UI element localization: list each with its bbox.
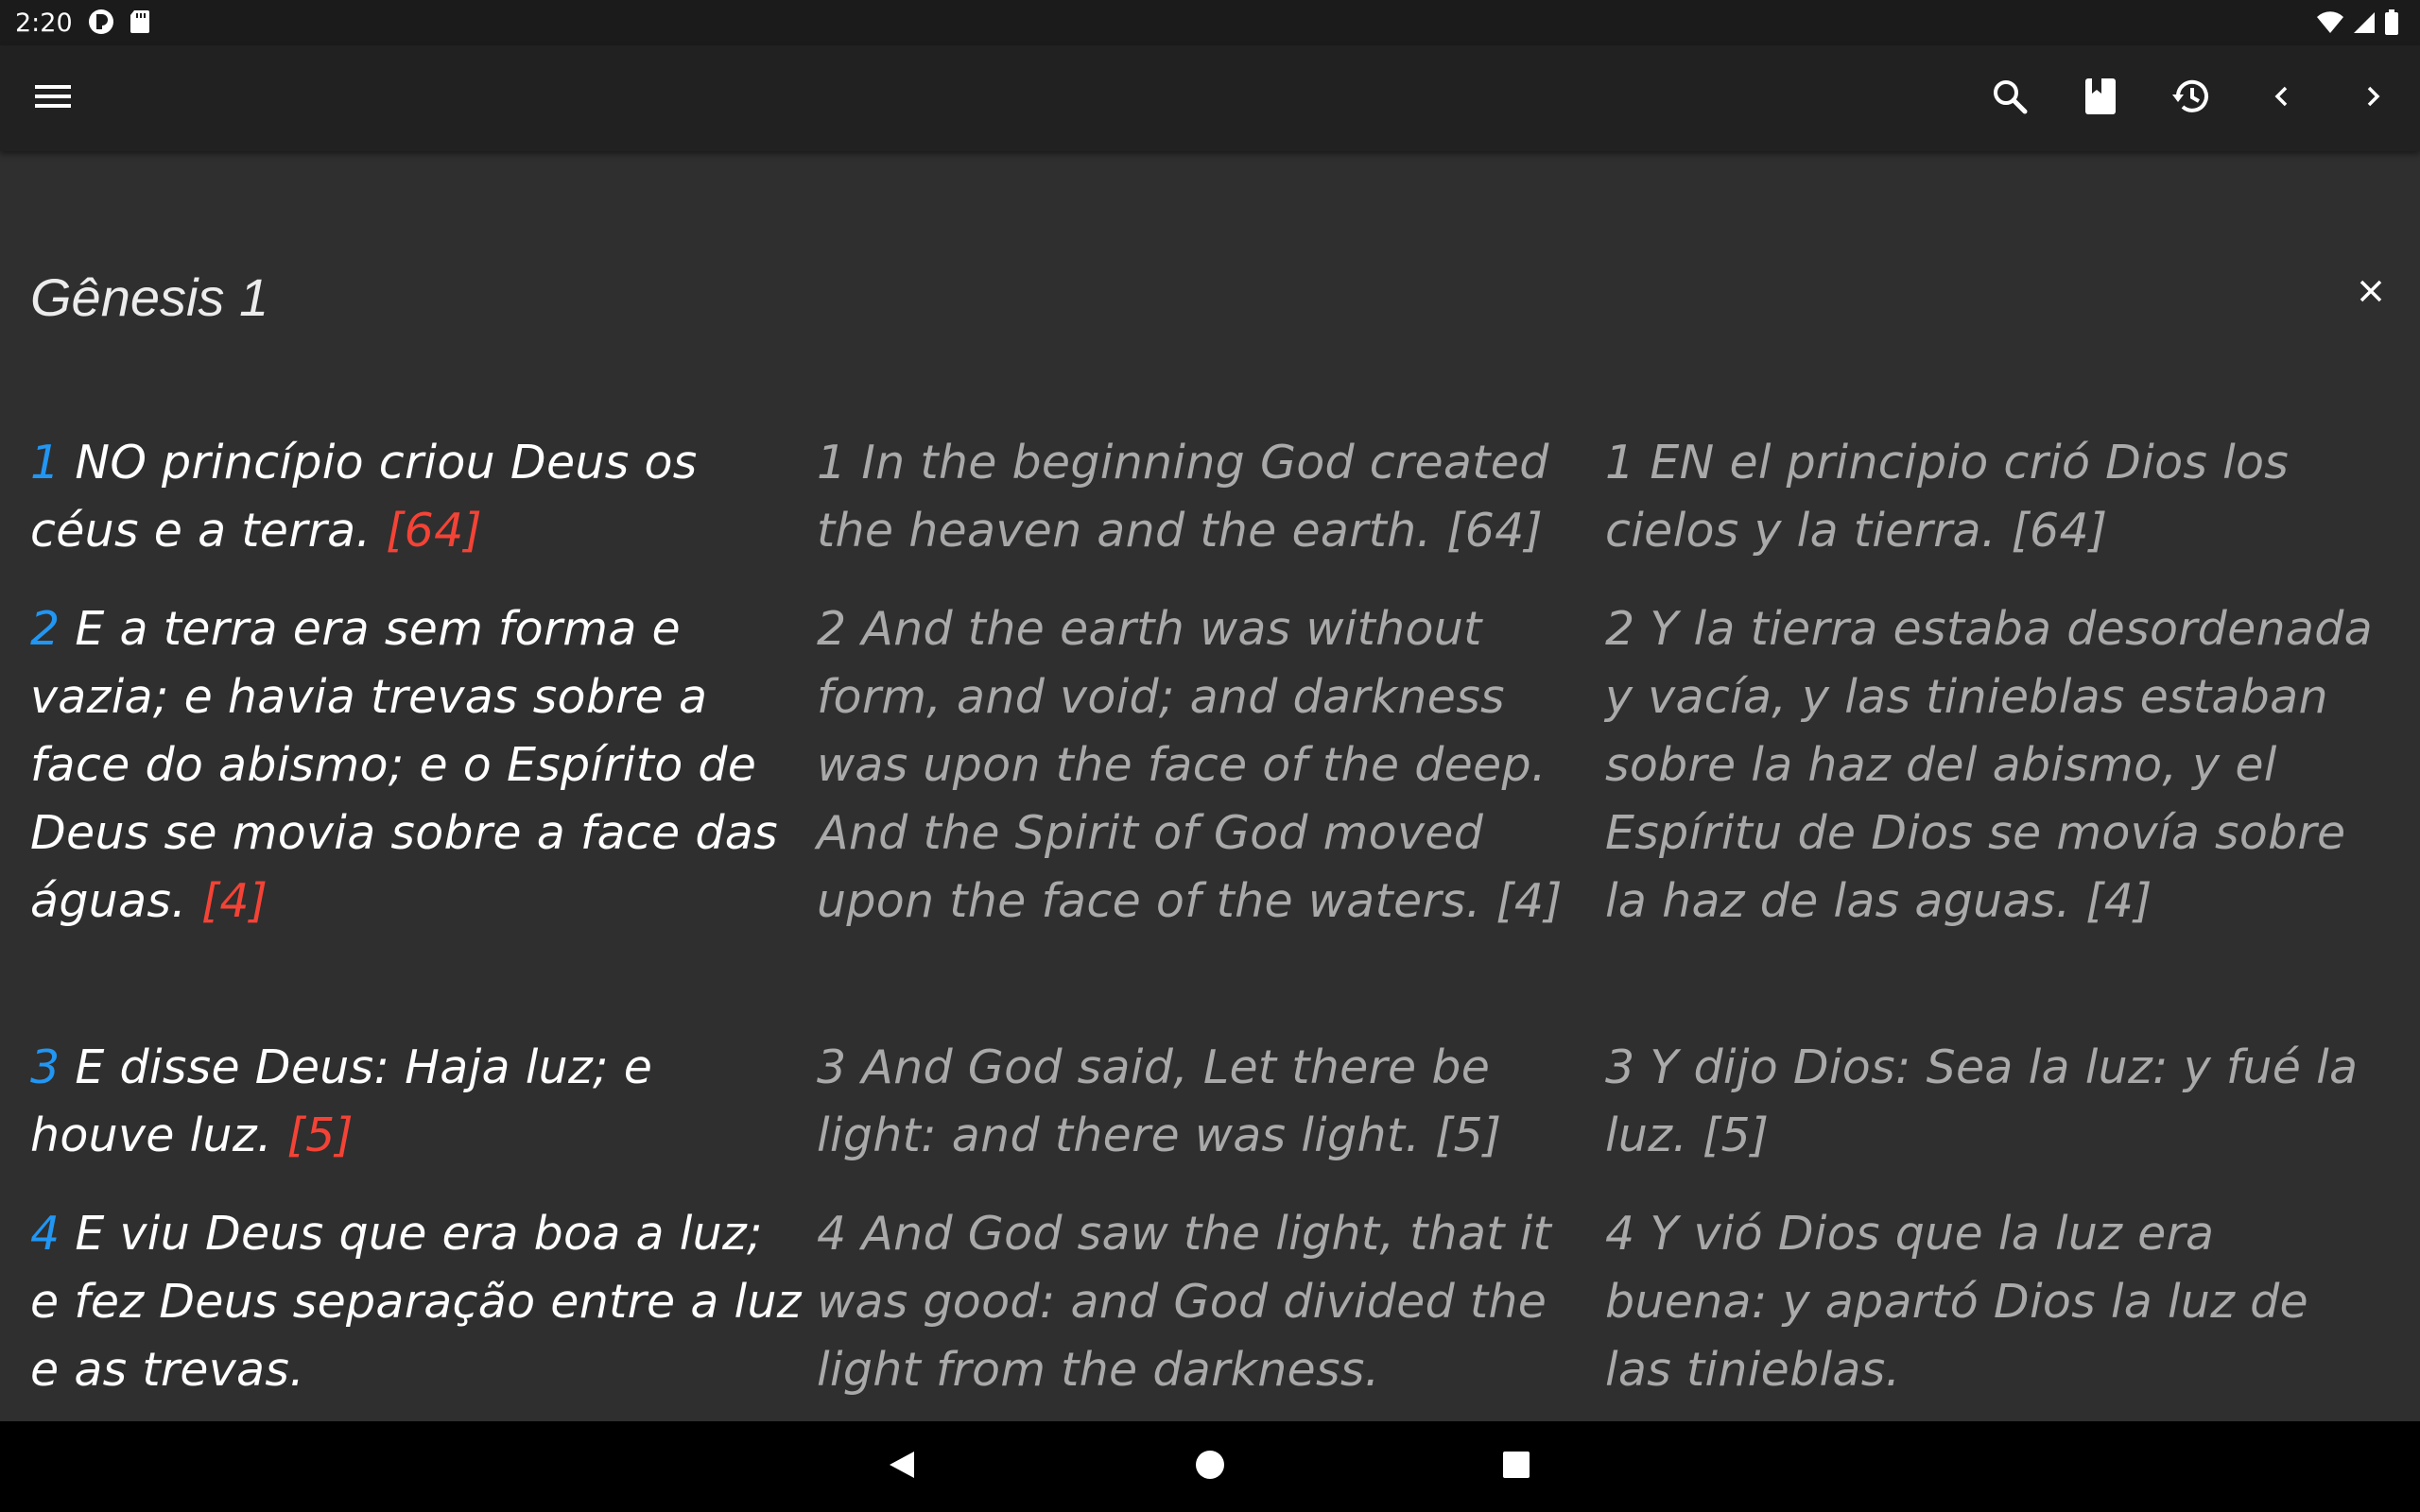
verse-text: 2 And the earth was without form, and void; and darkness was upon the face of the deep. And the Spirit of God moved upon the face of the waters. [4] xyxy=(817,602,1563,928)
search-button[interactable] xyxy=(1979,68,2040,129)
home-circle-icon xyxy=(1194,1449,1226,1485)
verse-es-4[interactable] xyxy=(1605,1200,2380,1404)
verse-text: 3 Y dijo Dios: Sea la luz: y fué la luz. [5] xyxy=(1605,1040,2359,1162)
verse-text: E a terra era sem forma e vazia; e havia trevas sobre a face do abismo; e o Espírito de Deus se movia sobre a face das águas. xyxy=(30,602,778,928)
sd-card-icon xyxy=(129,9,151,39)
verse-en-3[interactable] xyxy=(817,1034,1584,1170)
verse-number: 2 xyxy=(30,602,60,656)
footnote-ref[interactable]: [4] xyxy=(201,874,268,928)
verse-number: 3 xyxy=(30,1040,60,1094)
history-icon xyxy=(2170,76,2212,121)
footnote-ref[interactable]: [5] xyxy=(286,1108,354,1162)
chevron-right-icon xyxy=(2359,82,2387,114)
chapter-content xyxy=(0,151,2420,1421)
book-selector-button[interactable] xyxy=(2070,68,2131,129)
app-notification-icon xyxy=(87,8,115,40)
verse-es-1[interactable] xyxy=(1605,429,2380,565)
verse-pt-2[interactable] xyxy=(30,595,805,936)
signal-icon xyxy=(2352,10,2377,39)
verse-es-2[interactable] xyxy=(1605,595,2380,936)
wifi-icon xyxy=(2316,10,2344,39)
home-button[interactable] xyxy=(1182,1438,1238,1495)
verse-text: 1 EN el principio crió Dios los cielos y la tierra. [64] xyxy=(1605,436,2290,558)
verse-text: E viu Deus que era boa a luz; e fez Deus separação entre a luz e as trevas. xyxy=(30,1207,802,1397)
verse-en-4[interactable] xyxy=(817,1200,1584,1404)
verse-number: 1 xyxy=(30,436,60,490)
app-toolbar xyxy=(0,45,2420,151)
next-chapter-button[interactable] xyxy=(2342,68,2403,129)
verse-text: NO princípio criou Deus os céus e a terra. xyxy=(30,436,698,558)
status-icons-right xyxy=(2316,9,2399,40)
previous-chapter-button[interactable] xyxy=(2252,68,2312,129)
verse-text: 1 In the beginning God created the heaven and the earth. [64] xyxy=(817,436,1549,558)
recents-button[interactable] xyxy=(1488,1438,1545,1495)
battery-icon xyxy=(2384,9,2399,40)
verse-text: 3 And God said, Let there be light: and there was light. [5] xyxy=(817,1040,1502,1162)
close-icon xyxy=(2358,278,2384,308)
system-nav-bar xyxy=(0,1421,2420,1512)
verse-pt-4[interactable] xyxy=(30,1200,805,1404)
status-time: 2:20 xyxy=(15,9,73,38)
verse-es-3[interactable] xyxy=(1605,1034,2380,1170)
verse-pt-3[interactable] xyxy=(30,1034,805,1170)
status-bar xyxy=(0,0,2420,45)
footnote-ref[interactable]: [64] xyxy=(386,504,482,558)
verse-pt-1[interactable] xyxy=(30,429,805,565)
menu-button[interactable] xyxy=(23,68,83,129)
verse-en-1[interactable] xyxy=(817,429,1584,565)
verse-number: 4 xyxy=(30,1207,60,1261)
back-triangle-icon xyxy=(886,1449,918,1485)
recents-square-icon xyxy=(1501,1450,1531,1484)
back-button[interactable] xyxy=(873,1438,930,1495)
verse-text: 4 Y vió Dios que la luz era buena: y apartó Dios la luz de las tinieblas. xyxy=(1605,1207,2308,1397)
status-icons-left xyxy=(87,8,151,40)
verse-text: 2 Y la tierra estaba desordenada y vacía, y las tinieblas estaban sobre la haz del abismo, y el Espíritu de Dios se movía sobre la haz de las aguas. [4] xyxy=(1605,602,2373,928)
history-button[interactable] xyxy=(2161,68,2221,129)
search-icon xyxy=(1991,77,2029,119)
verse-text: 4 And God saw the light, that it was good: and God divided the light from the darkness. xyxy=(817,1207,1552,1397)
menu-icon xyxy=(34,77,72,119)
verse-en-2[interactable] xyxy=(817,595,1584,936)
verse-text: E disse Deus: Haja luz; e houve luz. xyxy=(30,1040,653,1162)
chevron-left-icon xyxy=(2268,82,2296,114)
chapter-title: Gênesis 1 xyxy=(30,267,269,327)
close-button[interactable] xyxy=(2342,265,2399,321)
bookmark-book-icon xyxy=(2083,77,2118,119)
